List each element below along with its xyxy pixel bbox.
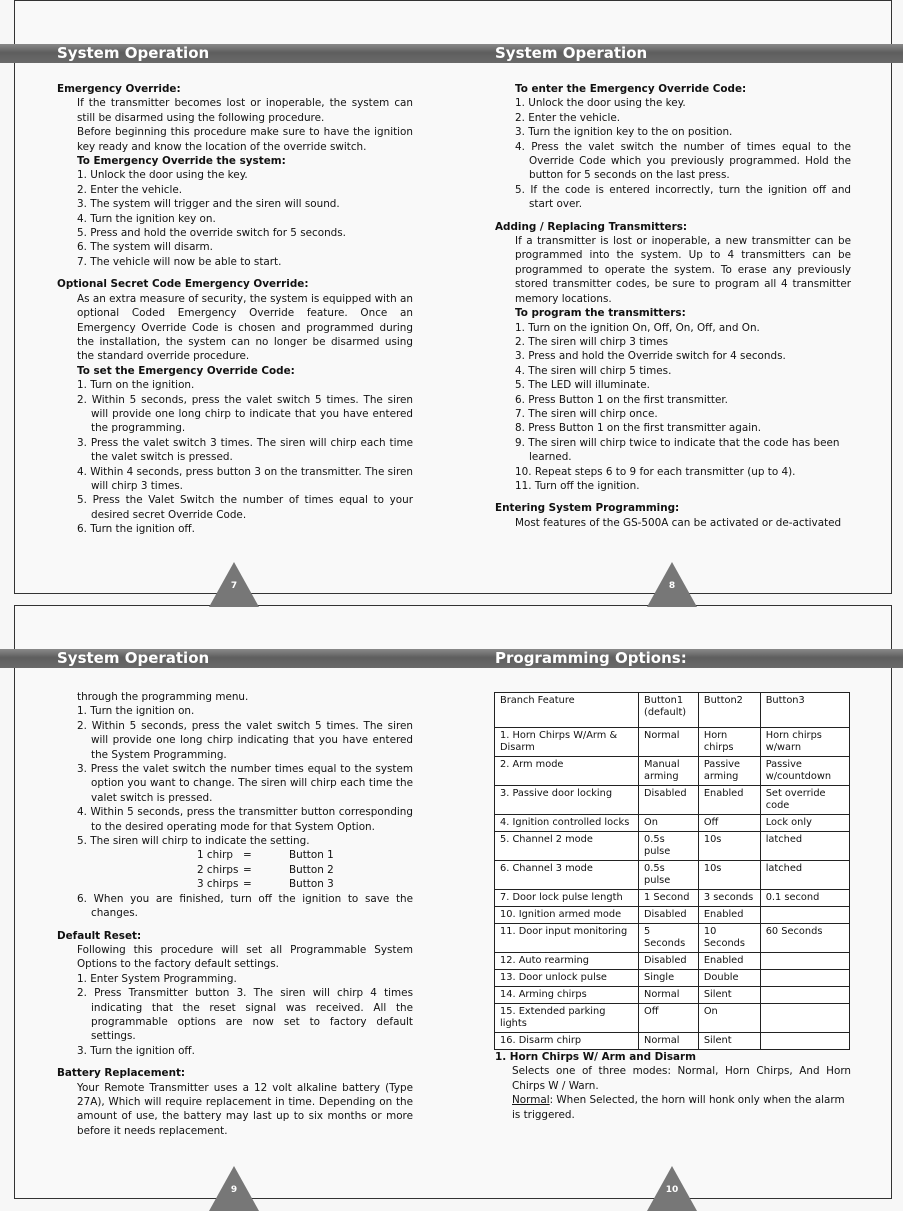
table-cell: 15. Extended parking lights [495,1004,639,1033]
header-bar-bottom [0,649,903,668]
table-cell: Off [698,815,760,832]
table-cell: Silent [698,987,760,1004]
list-item: 1. Enter System Programming. [77,972,237,985]
table-cell [760,987,849,1004]
table-row [495,987,850,1004]
table-row [495,970,850,987]
table-header-row [495,693,850,728]
secret-code-title: Optional Secret Code Emergency Override: [57,278,309,291]
chirp-count: 3 chirps [197,878,239,891]
table-cell: 5. Channel 2 mode [495,832,639,861]
table-cell: Normal [639,728,699,757]
default-reset-steps [57,972,413,1058]
list-item: 8. Press Button 1 on the first transmitter again. [515,422,762,435]
page8-content [495,82,851,530]
list-item: 5. The siren will chirp to indicate the setting. [77,835,310,848]
transmitters-title: Adding / Replacing Transmitters: [495,220,688,233]
table-cell: 1. Horn Chirps W/Arm & Disarm [495,728,639,757]
table-cell: latched [760,832,849,861]
table-row [495,1004,850,1033]
page7-header: System Operation [57,44,210,62]
paragraph: If the transmitter becomes lost or inoperable, the system can still be disarmed using the following procedure. [77,97,413,124]
table-cell: Horn chirps w/warn [760,728,849,757]
list-item: 10. Repeat steps 6 to 9 for each transmitter (up to 4). [515,465,796,478]
list-item: 3. Turn the ignition off. [77,1044,195,1057]
horn-chirps-title: 1. Horn Chirps W/ Arm and Disarm [495,1051,696,1063]
chirp-row [57,848,413,862]
table-row [495,1033,850,1050]
chirp-row [57,877,413,891]
table-row [495,786,850,815]
page9-number: 9 [230,1185,238,1195]
table-cell: latched [760,861,849,890]
table-row [495,757,850,786]
list-item: 2. Enter the vehicle. [515,111,621,124]
table-row [495,924,850,953]
list-item: 7. The vehicle will now be able to start. [77,255,282,268]
list-item: 5. The LED will illuminate. [515,379,650,392]
transmitters-subtitle: To program the transmitters: [515,307,686,320]
table-cell: 1 Second [639,890,699,907]
secret-code-steps [57,378,413,536]
list-item: 3. Press and hold the Override switch for 4 seconds. [515,350,786,363]
table-cell: Normal [639,987,699,1004]
page7-number-tab [209,562,259,607]
table-cell: 12. Auto rearming [495,953,639,970]
list-item: 2. The siren will chirp 3 times [515,335,669,348]
list-item: 5. If the code is entered incorrectly, turn the ignition off and start over. [515,183,851,211]
table-cell: 6. Channel 3 mode [495,861,639,890]
table-cell [760,953,849,970]
table-cell: Double [698,970,760,987]
table-row [495,907,850,924]
list-item: 1. Unlock the door using the key. [515,97,686,110]
list-item: 1. Turn the ignition on. [77,705,195,718]
table-cell [760,1033,849,1050]
table-cell: Enabled [698,907,760,924]
list-item: 2. Within 5 seconds, press the valet switch 5 times. The siren will provide one long chirp to indicate that you have entered the programming. [77,393,413,435]
chirp-button: Button 1 [289,849,334,862]
table-row [495,890,850,907]
normal-description [495,1093,851,1122]
emergency-override-subtitle: To Emergency Override the system: [77,155,286,168]
chirp-count: 2 chirps [197,863,239,876]
page10-number: 10 [665,1185,679,1195]
table-cell: 5 Seconds [639,924,699,953]
battery-title: Battery Replacement: [57,1067,186,1080]
list-item: 1. Unlock the door using the key. [77,169,248,182]
chirp-count: 1 chirp [197,849,233,862]
page10-number-tab [647,1166,697,1211]
page9-content [57,690,413,1138]
table-cell: 3 seconds [698,890,760,907]
table-cell: 4. Ignition controlled locks [495,815,639,832]
table-cell: Disabled [639,907,699,924]
table-cell: 16. Disarm chirp [495,1033,639,1050]
page7-content [57,82,413,537]
normal-text: : When Selected, the horn will honk only when the alarm is triggered. [512,1094,845,1121]
page10-content [495,1050,851,1122]
paragraph: As an extra measure of security, the system is equipped with an optional Coded Emergency Override feature. Once an Emergency Override Code is chosen and programmed during the installation, the system can no longer be disarmed using the standard override procedure. [77,292,413,363]
list-item: 4. Turn the ignition key on. [77,212,216,225]
emergency-override-title: Emergency Override: [57,83,181,95]
emergency-override-steps [57,168,413,269]
chirp-map [57,848,413,891]
table-cell [760,1004,849,1033]
equals: = [243,863,252,876]
table-cell: 0.5s pulse [639,861,699,890]
paragraph: Following this procedure will set all Programmable System Options to the factory default settings. [77,943,413,971]
paragraph: If a transmitter is lost or inoperable, a new transmitter can be programmed into the system. Up to 4 transmitters can be programmed to operate the system. To erase any previously stored transmitter codes, be sure to program all 4 transmitter memory locations. [515,235,851,305]
table-cell: 14. Arming chirps [495,987,639,1004]
default-reset-title: Default Reset: [57,929,142,942]
table-cell: Enabled [698,953,760,970]
table-cell: 10 Seconds [698,924,760,953]
list-item: 4. Within 4 seconds, press button 3 on the transmitter. The siren will chirp 3 times. [77,465,413,492]
table-cell [760,907,849,924]
table-row [495,815,850,832]
list-item: 2. Enter the vehicle. [77,183,183,196]
step-six [57,892,413,921]
enter-code-steps [495,96,851,211]
header-bar-top [0,44,903,63]
table-cell: Manual arming [639,757,699,786]
list-item: 4. Press the valet switch the number of times equal to the Override Code which you previously programmed. Hold the button for 5 seconds on the last press. [515,140,851,182]
page9-number-tab [209,1166,259,1211]
chirp-button: Button 2 [289,863,334,876]
chirp-row [57,863,413,877]
equals: = [243,878,252,891]
header-cell: Button1 (default) [639,693,699,728]
table-cell: 60 Seconds [760,924,849,953]
chirp-button: Button 3 [289,878,334,891]
list-item: 3. Turn the ignition key to the on position. [515,126,733,139]
secret-code-subtitle: To set the Emergency Override Code: [77,364,295,377]
list-item: 4. The siren will chirp 5 times. [515,364,672,377]
sys-prog-title: Entering System Programming: [495,502,680,515]
table-row [495,832,850,861]
enter-code-title: To enter the Emergency Override Code: [515,83,747,95]
paragraph: Before beginning this procedure make sure to have the ignition key ready and know the location of the override switch. [77,126,413,153]
table-cell: 2. Arm mode [495,757,639,786]
header-cell: Button3 [760,693,849,728]
header-cell: Branch Feature [495,693,639,728]
table-cell: 3. Passive door locking [495,786,639,815]
page9-header: System Operation [57,649,210,667]
list-item: 3. The system will trigger and the siren will sound. [77,198,340,211]
paragraph: Selects one of three modes: Normal, Horn Chirps, And Horn Chirps W / Warn. [512,1065,851,1092]
table-cell: 7. Door lock pulse length [495,890,639,907]
list-item: 1. Turn on the ignition. [77,379,195,392]
page8-number-tab [647,562,697,607]
table-cell: 10s [698,861,760,890]
table-cell: Passive w/countdown [760,757,849,786]
table-cell: Lock only [760,815,849,832]
list-item: 2. Within 5 seconds, press the valet switch 5 times. The siren will provide one long chirp indicating that you have entered the System Programming. [77,719,413,761]
table-cell: 0.1 second [760,890,849,907]
list-item: 6. Press Button 1 on the first transmitter. [515,393,728,406]
list-item: 6. When you are finished, turn off the ignition to save the changes. [77,892,413,920]
table-cell: 13. Door unlock pulse [495,970,639,987]
list-item: 7. The siren will chirp once. [515,407,658,420]
list-item: 5. Press and hold the override switch for 5 seconds. [77,227,346,240]
page7-number: 7 [230,581,238,591]
page8-header: System Operation [495,44,648,62]
list-item: 11. Turn off the ignition. [515,479,640,492]
table-cell: Disabled [639,953,699,970]
table-cell: 0.5s pulse [639,832,699,861]
table-cell: Passive arming [698,757,760,786]
table-row [495,728,850,757]
paragraph: Your Remote Transmitter uses a 12 volt alkaline battery (Type 27A), Which will require replacement in time. Depending on the amount of use, the battery may last up to six months or more before it needs replacement. [77,1081,413,1137]
table-cell: Silent [698,1033,760,1050]
list-item: 2. Press Transmitter button 3. The siren will chirp 4 times indicating that the reset signal was received. All the programmable options are now set to factory default settings. [77,987,413,1043]
list-item: 6. Turn the ignition off. [77,523,195,536]
table-cell: Off [639,1004,699,1033]
paragraph: Most features of the GS-500A can be activated or de-activated [515,516,842,529]
programming-options-table [494,692,850,1050]
table-cell: Set override code [760,786,849,815]
sys-prog-steps [57,704,413,848]
table-cell: On [639,815,699,832]
transmitters-steps [495,321,851,494]
table-cell: 10. Ignition armed mode [495,907,639,924]
list-item: 1. Turn on the ignition On, Off, On, Off, and On. [515,321,760,334]
table-cell: 11. Door input monitoring [495,924,639,953]
equals: = [243,849,252,862]
page10-header: Programming Options: [495,649,687,667]
table-cell: 10s [698,832,760,861]
table-cell: Normal [639,1033,699,1050]
table-cell [760,970,849,987]
table-cell: Single [639,970,699,987]
table-cell: Enabled [698,786,760,815]
list-item: 3. Press the valet switch 3 times. The siren will chirp each time the valet switch is pressed. [77,436,413,464]
normal-label: Normal [512,1094,550,1107]
page8-number: 8 [668,581,676,591]
table-cell: Horn chirps [698,728,760,757]
list-item: 4. Within 5 seconds, press the transmitter button corresponding to the desired operating mode for that System Option. [77,806,413,833]
list-item: 3. Press the valet switch the number times equal to the system option you want to change. The siren will chirp each time the valet switch is pressed. [77,763,413,804]
header-cell: Button2 [698,693,760,728]
list-item: 6. The system will disarm. [77,241,213,254]
table-row [495,861,850,890]
list-item: 9. The siren will chirp twice to indicate that the code has been learned. [515,436,840,464]
table-cell: Disabled [639,786,699,815]
table-row [495,953,850,970]
list-item: 5. Press the Valet Switch the number of times equal to your desired secret Override Code. [77,494,413,521]
paragraph: through the programming menu. [77,691,249,703]
table-cell: On [698,1004,760,1033]
